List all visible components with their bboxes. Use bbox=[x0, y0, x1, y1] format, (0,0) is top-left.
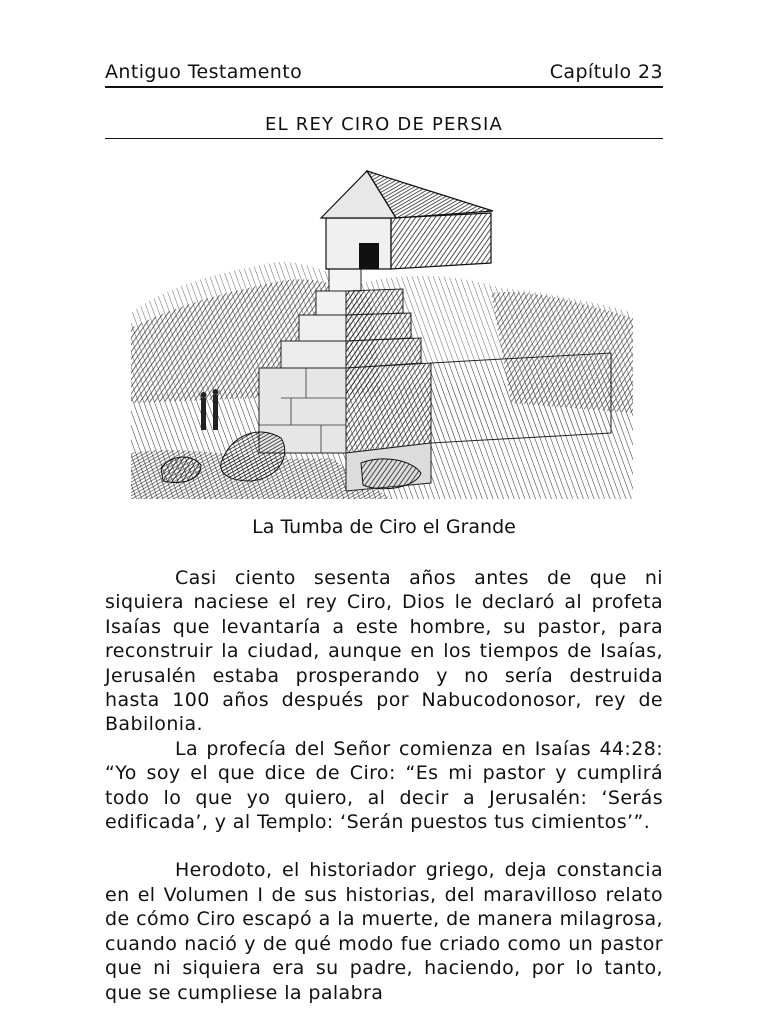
header-chapter-number: Capítulo 23 bbox=[549, 61, 663, 83]
figure-caption: La Tumba de Ciro el Grande bbox=[252, 516, 516, 538]
paragraph: Herodoto, el historiador griego, deja constancia en el Volumen I de sus historias, del maravilloso relato de cómo Ciro escapó a la muerte, de manera milagrosa, cuando nació y de qué modo fue criado como un pastor que ni siquiera era su padre, haciendo, por lo tanto, que se cumpliese la palabra bbox=[105, 859, 663, 1004]
tomb-engraving-image bbox=[131, 163, 633, 499]
body-text bbox=[105, 566, 663, 1005]
running-header bbox=[105, 60, 663, 88]
paragraph: La profecía del Señor comienza en Isaías 44:28: “Yo soy el que dice de Ciro: “Es mi pastor y cumplirá todo lo que yo quiero, al decir a Jerusalén: ‘Serás edificada’, y al Templo: ‘Serán puestos tus cimientos’”. bbox=[105, 737, 663, 834]
chapter-title: EL REY CIRO DE PERSIA bbox=[105, 114, 663, 139]
header-book-title: Antiguo Testamento bbox=[105, 61, 303, 83]
paragraph: Casi ciento sesenta años antes de que ni siquiera naciese el rey Ciro, Dios le declaró al profeta Isaías que levantaría a este hombre, su pastor, para reconstruir la ciudad, aunque en los tiempos de Isaías, Jerusalén estaba prosperando y no sería destruida hasta 100 años después por Nabucodonosor, rey de Babilonia. bbox=[105, 567, 663, 736]
